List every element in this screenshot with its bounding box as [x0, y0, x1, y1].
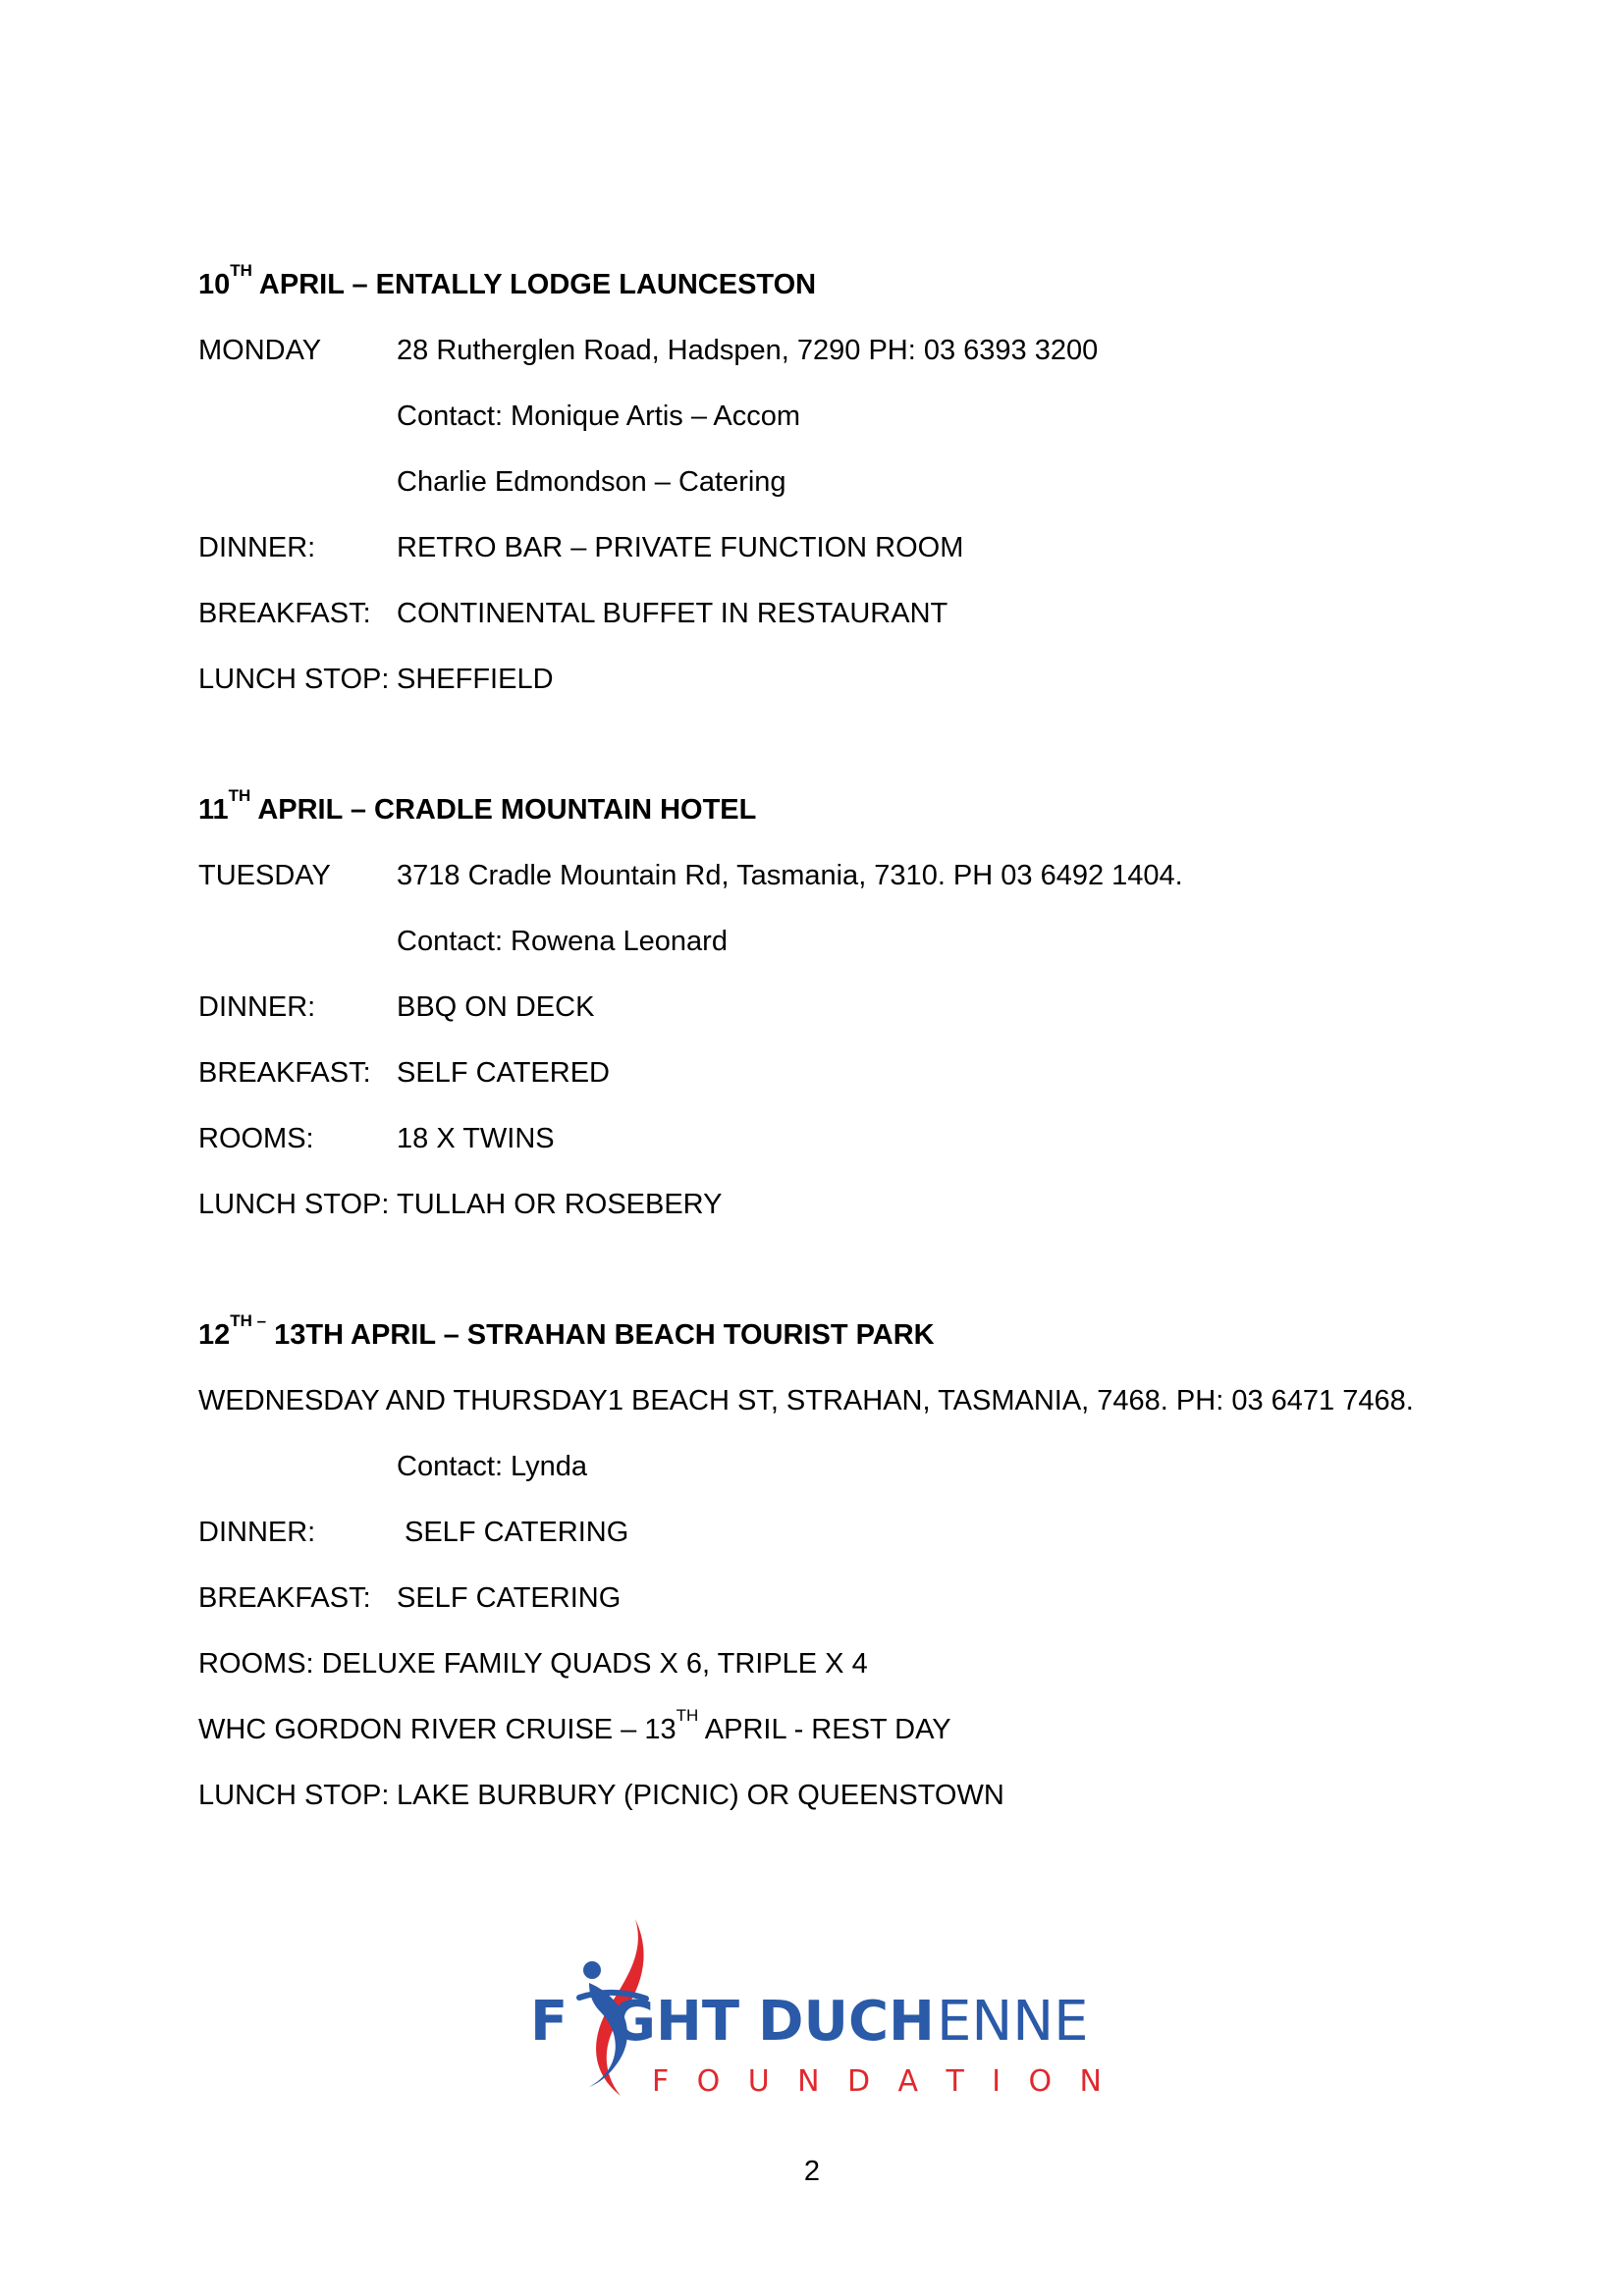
breakfast-label: BREAKFAST:	[198, 1057, 371, 1089]
breakfast-row	[198, 1053, 610, 1093]
heading-day: 12	[198, 1319, 231, 1351]
lunch-value: TULLAH OR ROSEBERY	[397, 1189, 723, 1220]
heading-text: APRIL – ENTALLY LODGE LAUNCESTON	[251, 269, 817, 300]
heading-day: 10	[198, 269, 231, 300]
dinner-value: BBQ ON DECK	[397, 991, 595, 1023]
rooms-row	[198, 1119, 555, 1158]
fight-duchenne-logo	[530, 1914, 1110, 2101]
rooms-value: 18 X TWINS	[397, 1123, 555, 1154]
page-number: 2	[803, 2156, 821, 2187]
heading-text: APRIL – CRADLE MOUNTAIN HOTEL	[250, 794, 757, 826]
lunch-label: LUNCH STOP:	[198, 1189, 390, 1220]
day-label: TUESDAY	[198, 860, 331, 891]
day-row	[198, 331, 1098, 370]
day-label: MONDAY	[198, 335, 322, 366]
breakfast-row	[198, 594, 947, 633]
breakfast-label: BREAKFAST:	[198, 1582, 371, 1614]
breakfast-value: CONTINENTAL BUFFET IN RESTAURANT	[397, 598, 948, 629]
day-address-line: WEDNESDAY AND THURSDAY1 BEACH ST, STRAHAN, TASMANIA, 7468. PH: 03 6471 7468.	[198, 1385, 1414, 1416]
lunch-value: SHEFFIELD	[397, 664, 554, 695]
heading-day: 11	[198, 794, 229, 826]
dinner-row	[198, 1513, 628, 1552]
rooms-label: ROOMS:	[198, 1123, 314, 1154]
section-heading	[198, 786, 757, 829]
logo-graphic	[530, 1914, 1110, 2101]
dinner-row	[198, 988, 594, 1027]
lunch-row	[198, 1185, 722, 1224]
breakfast-value: SELF CATERING	[397, 1582, 622, 1614]
cruise-text-end: APRIL - REST DAY	[698, 1714, 951, 1745]
contact-line: Contact: Lynda	[397, 1451, 587, 1482]
breakfast-row	[198, 1578, 621, 1618]
lunch-label: LUNCH STOP:	[198, 1780, 390, 1811]
logo-letter-f: F	[530, 1990, 568, 2054]
heading-sup: TH –	[230, 1311, 267, 1330]
rooms-line: ROOMS: DELUXE FAMILY QUADS X 6, TRIPLE X 4	[198, 1648, 868, 1680]
contact-line: Charlie Edmondson – Catering	[397, 466, 786, 498]
heading-text: 13TH APRIL – STRAHAN BEACH TOURIST PARK	[266, 1319, 935, 1351]
lunch-row	[198, 660, 554, 699]
lunch-row	[198, 1776, 1004, 1815]
section-heading	[198, 261, 817, 304]
logo-word-duch: DUCH	[758, 1990, 935, 2054]
cruise-line	[198, 1706, 951, 1749]
contact-line: Contact: Monique Artis – Accom	[397, 400, 801, 432]
dinner-label: DINNER:	[198, 532, 316, 563]
heading-sup: TH	[228, 786, 251, 805]
dinner-value: RETRO BAR – PRIVATE FUNCTION ROOM	[397, 532, 964, 563]
figure-head-icon	[583, 1961, 601, 1979]
address: 3718 Cradle Mountain Rd, Tasmania, 7310. PH 03 6492 1404.	[397, 860, 1183, 891]
address: 28 Rutherglen Road, Hadspen, 7290 PH: 03 6393 3200	[397, 335, 1099, 366]
logo-word-foundation: F O U N D A T I O N	[652, 2064, 1102, 2099]
lunch-label: LUNCH STOP:	[198, 664, 390, 695]
dinner-label: DINNER:	[198, 1517, 316, 1548]
cruise-text: WHC GORDON RIVER CRUISE – 13	[198, 1714, 677, 1745]
logo-word-fight: GHT	[611, 1990, 740, 2054]
heading-sup: TH	[230, 261, 252, 280]
dinner-value: SELF CATERING	[405, 1517, 629, 1548]
breakfast-label: BREAKFAST:	[198, 598, 371, 629]
breakfast-value: SELF CATERED	[397, 1057, 611, 1089]
dinner-label: DINNER:	[198, 991, 316, 1023]
dinner-row	[198, 528, 963, 567]
section-heading	[198, 1311, 935, 1355]
lunch-value: LAKE BURBURY (PICNIC) OR QUEENSTOWN	[397, 1780, 1004, 1811]
cruise-sup: TH	[676, 1706, 699, 1725]
day-row	[198, 856, 1183, 895]
logo-word-enne: ENNE	[937, 1990, 1089, 2054]
contact-line: Contact: Rowena Leonard	[397, 926, 728, 957]
